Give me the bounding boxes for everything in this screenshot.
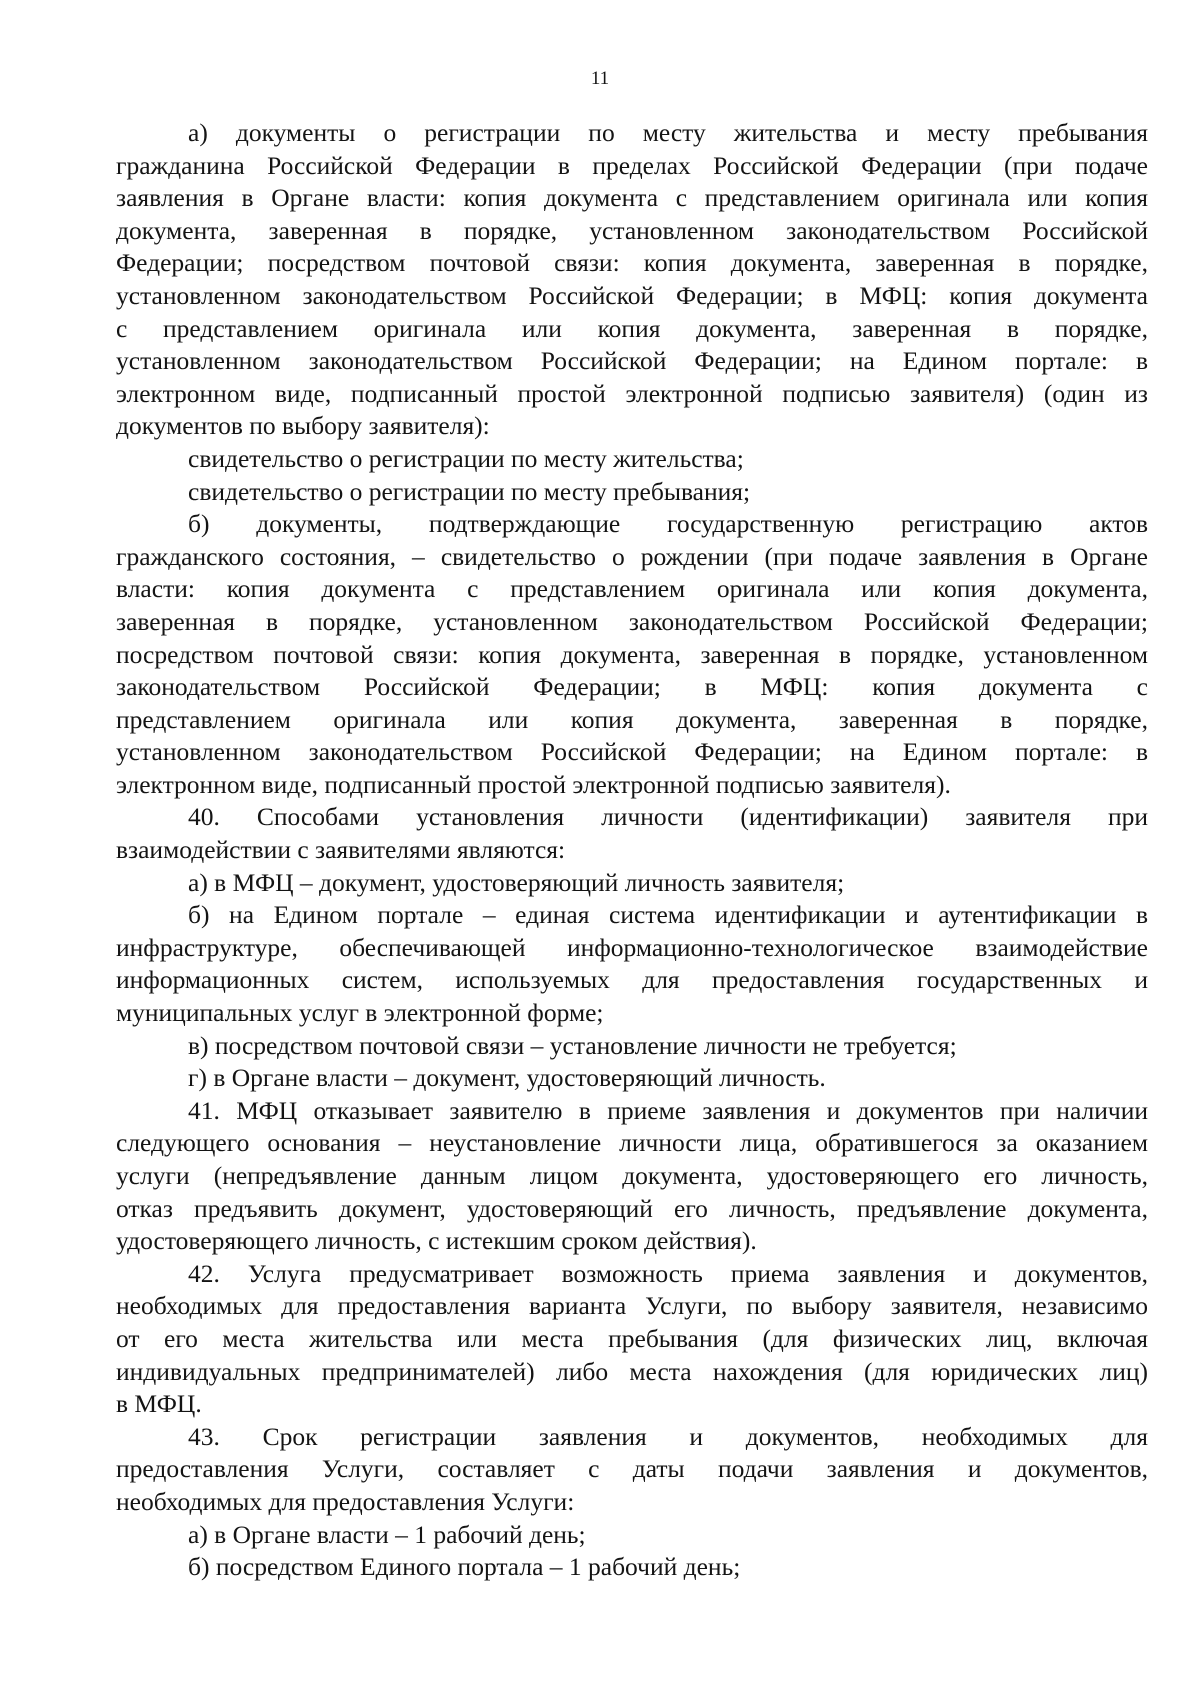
text-line: представлением оригинала или копия документа, заверенная в порядке, xyxy=(116,704,1148,734)
text-line: в МФЦ. xyxy=(116,1389,202,1419)
text-line: заявления в Органе власти: копия документа с представлением оригинала или копия xyxy=(116,183,1148,213)
text-line: гражданского состояния, – свидетельство о рождении (при подаче заявления в Органе xyxy=(116,541,1148,571)
text-line: свидетельство о регистрации по месту пребывания; xyxy=(188,476,751,506)
text-line: с представлением оригинала или копия документа, заверенная в порядке, xyxy=(116,313,1148,343)
text-line: б) документы, подтверждающие государственную регистрацию актов xyxy=(188,509,1148,539)
text-line: инфраструктуре, обеспечивающей информационно-технологическое взаимодействие xyxy=(116,932,1148,962)
text-line: от его места жительства или места пребывания (для физических лиц, включая xyxy=(116,1323,1148,1353)
text-line: документа, заверенная в порядке, установленном законодательством Российской xyxy=(116,215,1148,245)
text-line: информационных систем, используемых для предоставления государственных и xyxy=(116,965,1148,995)
text-line: необходимых для предоставления Услуги: xyxy=(116,1486,575,1516)
text-line: Федерации; посредством почтовой связи: копия документа, заверенная в порядке, xyxy=(116,248,1148,278)
document-body xyxy=(116,117,1148,1584)
text-line: установленном законодательством Российской Федерации; в МФЦ: копия документа xyxy=(116,280,1148,310)
text-line: 41. МФЦ отказывает заявителю в приеме заявления и документов при наличии xyxy=(188,1095,1148,1125)
text-line: власти: копия документа с представлением оригинала или копия документа, xyxy=(116,574,1148,604)
text-line: а) в Органе власти – 1 рабочий день; xyxy=(188,1519,586,1549)
text-line: отказ предъявить документ, удостоверяющий его личность, предъявление документа, xyxy=(116,1193,1148,1223)
text-line: свидетельство о регистрации по месту жительства; xyxy=(188,443,744,473)
text-line: 40. Способами установления личности (идентификации) заявителя при xyxy=(188,802,1148,832)
text-line: б) на Едином портале – единая система идентификации и аутентификации в xyxy=(188,900,1148,930)
text-line: законодательством Российской Федерации; в МФЦ: копия документа с xyxy=(116,672,1148,702)
text-line: установленном законодательством Российской Федерации; на Едином портале: в xyxy=(116,737,1148,767)
text-line: муниципальных услуг в электронной форме; xyxy=(116,998,604,1028)
text-line: посредством почтовой связи: копия документа, заверенная в порядке, установленном xyxy=(116,639,1148,669)
text-line: следующего основания – неустановление личности лица, обратившегося за оказанием xyxy=(116,1128,1148,1158)
text-line: предоставления Услуги, составляет с даты подачи заявления и документов, xyxy=(116,1454,1148,1484)
text-line: заверенная в порядке, установленном законодательством Российской Федерации; xyxy=(116,606,1148,636)
text-line: б) посредством Единого портала – 1 рабочий день; xyxy=(188,1552,741,1582)
text-line: удостоверяющего личность, с истекшим сроком действия). xyxy=(116,1226,757,1256)
text-line: в) посредством почтовой связи – установление личности не требуется; xyxy=(188,1030,957,1060)
text-line: электронном виде, подписанный простой электронной подписью заявителя). xyxy=(116,769,951,799)
text-line: гражданина Российской Федерации в пределах Российской Федерации (при подаче xyxy=(116,150,1148,180)
text-line: индивидуальных предпринимателей) либо места нахождения (для юридических лиц) xyxy=(116,1356,1148,1386)
text-line: электронном виде, подписанный простой электронной подписью заявителя) (один из xyxy=(116,378,1148,408)
text-line: а) документы о регистрации по месту жительства и месту пребывания xyxy=(188,118,1148,147)
text-line: взаимодействии с заявителями являются: xyxy=(116,835,566,865)
text-line: а) в МФЦ – документ, удостоверяющий личность заявителя; xyxy=(188,867,845,897)
text-line: документов по выбору заявителя): xyxy=(116,411,490,441)
text-line: 43. Срок регистрации заявления и документов, необходимых для xyxy=(188,1421,1148,1451)
text-line: услуги (непредъявление данным лицом документа, удостоверяющего его личность, xyxy=(116,1161,1148,1190)
text-line: необходимых для предоставления варианта Услуги, по выбору заявителя, независимо xyxy=(116,1291,1148,1321)
text-line: установленном законодательством Российской Федерации; на Едином портале: в xyxy=(116,346,1148,376)
text-line: 42. Услуга предусматривает возможность приема заявления и документов, xyxy=(188,1258,1148,1288)
text-line: г) в Органе власти – документ, удостоверяющий личность. xyxy=(188,1063,826,1093)
page-number: 11 xyxy=(590,68,610,89)
